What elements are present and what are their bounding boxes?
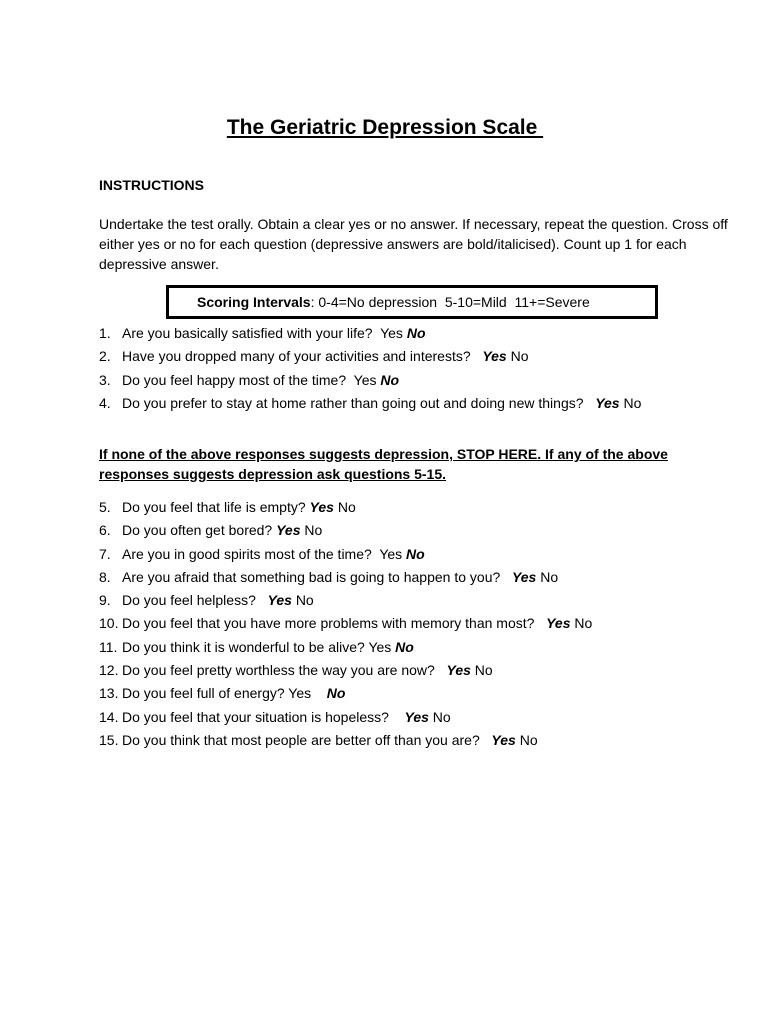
- answer-no[interactable]: No: [295, 592, 314, 609]
- question-text: Have you dropped many of your activities and interests?: [122, 348, 483, 365]
- question-item: [99, 369, 641, 392]
- question-text: Do you feel pretty worthless the way you are now?: [122, 662, 447, 679]
- question-text: Do you think it is wonderful to be alive?: [122, 638, 369, 655]
- question-list-initial: [99, 322, 641, 415]
- answer-no[interactable]: No: [574, 615, 593, 632]
- question-number: 13.: [99, 685, 119, 702]
- answer-gap: [311, 685, 327, 701]
- question-item: [99, 496, 592, 519]
- scoring-intervals-line: [197, 288, 590, 316]
- answer-yes[interactable]: Yes: [546, 615, 571, 632]
- question-number: 12.: [99, 662, 119, 679]
- question-number: 10.: [99, 615, 119, 632]
- question-list-followup: [99, 496, 592, 752]
- question-number: 7.: [99, 545, 111, 562]
- question-item: [99, 589, 592, 612]
- answer-yes[interactable]: Yes: [511, 568, 537, 585]
- question-text: Do you feel that your situation is hopeless?: [122, 708, 405, 725]
- answer-no[interactable]: No: [623, 394, 642, 411]
- scoring-intervals-text: : 0-4=No depression 5-10=Mild 11+=Severe: [310, 294, 590, 310]
- question-item: [99, 519, 592, 542]
- scoring-intervals-label: Scoring Intervals: [197, 294, 311, 310]
- question-number: 8.: [99, 568, 111, 585]
- question-item: [99, 682, 592, 705]
- question-text: Do you feel that you have more problems with memory than most?: [122, 615, 547, 632]
- answer-yes[interactable]: Yes: [309, 499, 334, 515]
- answer-no[interactable]: No: [432, 708, 451, 725]
- question-number: 5.: [99, 499, 111, 515]
- instructions-text: Undertake the test orally. Obtain a clear yes or no answer. If necessary, repeat the question. Cross off either yes or no for each question (depressive answers are bold/italicised). Count up 1 for each depressive answer.: [99, 216, 728, 272]
- answer-yes[interactable]: Yes: [267, 592, 292, 609]
- question-item: [99, 636, 592, 659]
- answer-no[interactable]: No: [406, 545, 425, 562]
- answer-yes[interactable]: Yes: [404, 708, 429, 725]
- question-item: [99, 612, 592, 635]
- question-text: Do you often get bored?: [122, 522, 277, 539]
- answer-no[interactable]: No: [406, 325, 426, 341]
- answer-no[interactable]: No: [326, 685, 346, 702]
- answer-yes[interactable]: Yes: [276, 522, 301, 539]
- question-text: Are you basically satisfied with your life?: [122, 325, 381, 341]
- question-text: Do you feel helpless?: [122, 592, 268, 609]
- question-text: Do you feel happy most of the time?: [122, 371, 354, 388]
- answer-no[interactable]: No: [337, 499, 356, 515]
- answer-no[interactable]: No: [474, 662, 493, 679]
- question-item: [99, 345, 641, 368]
- question-text: Are you in good spirits most of the time?: [122, 545, 380, 562]
- question-number: 2.: [99, 348, 111, 365]
- instructions-heading: INSTRUCTIONS: [99, 177, 204, 193]
- answer-yes[interactable]: Yes: [491, 731, 516, 748]
- question-text: Do you feel that life is empty?: [122, 499, 310, 515]
- question-item: [99, 566, 592, 589]
- question-item: [99, 659, 592, 682]
- question-item: [99, 322, 641, 345]
- question-number: 11.: [99, 638, 118, 655]
- question-text: Do you feel full of energy?: [122, 685, 289, 702]
- question-number: 15.: [99, 731, 119, 748]
- question-item: [99, 543, 592, 566]
- answer-yes[interactable]: Yes: [482, 348, 507, 365]
- answer-no[interactable]: No: [519, 731, 538, 748]
- answer-yes[interactable]: Yes: [446, 662, 471, 679]
- answer-no[interactable]: No: [380, 371, 400, 388]
- question-number: 3.: [99, 371, 111, 388]
- stop-instruction: If none of the above responses suggests depression, STOP HERE. If any of the above responses suggests depression ask questions 5-15.: [99, 446, 668, 482]
- answer-yes[interactable]: Yes: [353, 371, 377, 388]
- question-text: Do you think that most people are better off than you are?: [122, 731, 492, 748]
- question-number: 14.: [99, 708, 119, 725]
- question-item: [99, 729, 592, 752]
- answer-no[interactable]: No: [304, 522, 323, 539]
- answer-yes[interactable]: Yes: [288, 685, 312, 702]
- question-item: [99, 392, 641, 415]
- question-number: 1.: [99, 325, 111, 341]
- answer-no[interactable]: No: [540, 568, 559, 585]
- question-number: 6.: [99, 522, 111, 539]
- answer-yes[interactable]: Yes: [368, 638, 392, 655]
- question-text: Do you prefer to stay at home rather than going out and doing new things?: [122, 394, 596, 411]
- answer-no[interactable]: No: [395, 638, 414, 655]
- question-number: 4.: [99, 394, 111, 411]
- answer-yes[interactable]: Yes: [595, 394, 620, 411]
- answer-yes[interactable]: Yes: [380, 325, 403, 341]
- scoring-intervals-box: [166, 285, 658, 319]
- question-item: [99, 706, 592, 729]
- question-text: Are you afraid that something bad is going to happen to you?: [122, 568, 512, 585]
- answer-yes[interactable]: Yes: [379, 545, 403, 562]
- page-title: The Geriatric Depression Scale: [226, 116, 544, 139]
- answer-no[interactable]: No: [510, 348, 529, 365]
- question-number: 9.: [99, 592, 111, 609]
